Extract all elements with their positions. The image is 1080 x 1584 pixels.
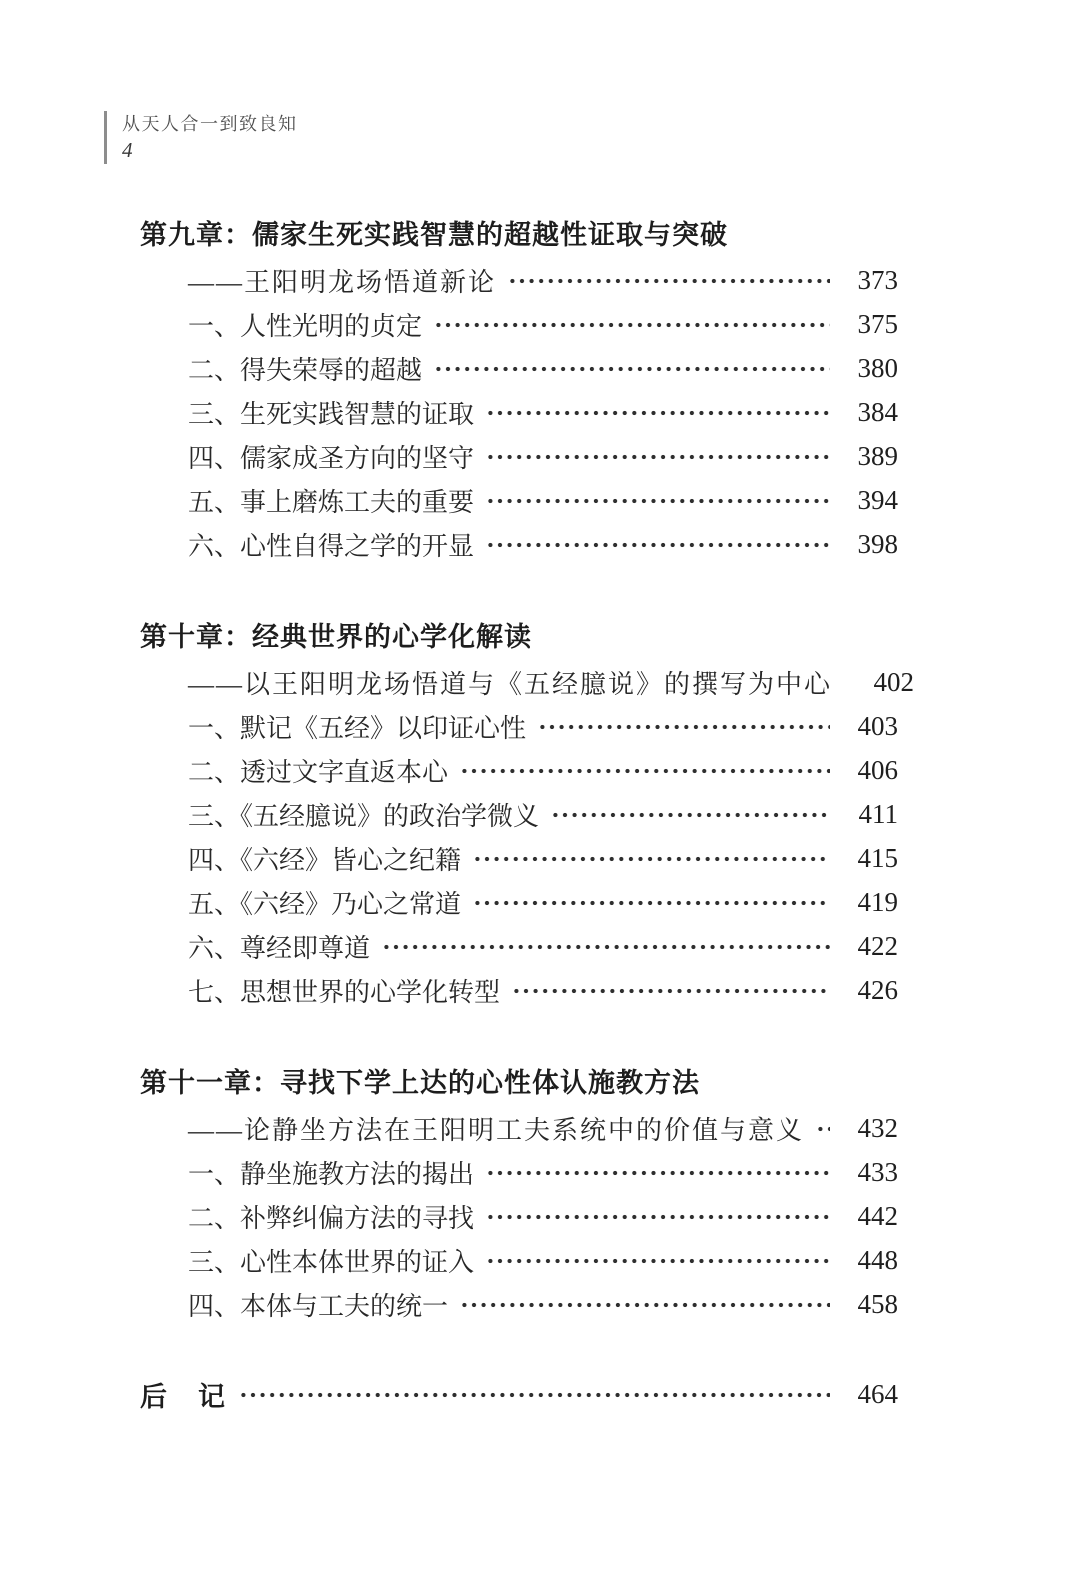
- toc-entry: [140, 478, 898, 522]
- toc-entry: [140, 792, 898, 836]
- toc-entry-label: 一、默记《五经》以印证心性: [188, 713, 527, 743]
- toc-section: [140, 612, 915, 1012]
- dot-leader: [241, 1392, 830, 1398]
- toc-entry: [140, 346, 898, 390]
- toc-entry-page: 448: [857, 1244, 898, 1275]
- dot-leader: [462, 1302, 830, 1308]
- dot-leader: [488, 498, 830, 504]
- toc-entry-page: 464: [857, 1378, 898, 1409]
- dot-leader: [488, 1170, 830, 1176]
- toc-entry-page: 433: [857, 1156, 898, 1187]
- toc-entry-page: 394: [857, 484, 898, 515]
- toc-entry: [140, 836, 898, 880]
- dot-leader: [488, 410, 830, 416]
- toc-entry-label: ——论静坐方法在王阳明工夫系统中的价值与意义: [188, 1115, 805, 1145]
- toc-entry-page: 398: [857, 528, 898, 559]
- toc-entry: [140, 880, 898, 924]
- toc-entry: [140, 434, 898, 478]
- toc-entry-label: 二、透过文字直返本心: [188, 757, 449, 787]
- dot-leader: [818, 1126, 830, 1132]
- toc-entry-label: 四、儒家成圣方向的坚守: [188, 443, 475, 473]
- toc-entry-label: ——王阳明龙场悟道新论: [188, 267, 497, 297]
- toc-entry: [140, 924, 898, 968]
- dot-leader: [462, 768, 830, 774]
- dot-leader: [510, 278, 830, 284]
- toc-entry-page: 375: [857, 308, 898, 339]
- toc-entry-page: 402: [873, 666, 915, 697]
- toc-entry-label: 五、事上磨炼工夫的重要: [188, 487, 475, 517]
- dot-leader: [488, 1214, 830, 1220]
- toc-entry-page: 384: [857, 396, 898, 427]
- toc-entry-label: 五、《六经》乃心之常道: [188, 889, 462, 919]
- toc-entry: [140, 390, 898, 434]
- toc-entry: [140, 302, 898, 346]
- toc-entry-label: 二、得失荣辱的超越: [188, 355, 423, 385]
- toc-entry: [140, 258, 898, 302]
- toc-entry-page: 422: [857, 930, 898, 961]
- chapter-title: 第十章：经典世界的心学化解读: [140, 621, 532, 652]
- toc-entry-label: 六、心性自得之学的开显: [188, 531, 475, 561]
- toc-entry-label: 后 记: [140, 1381, 227, 1412]
- toc-entry-label: 一、人性光明的贞定: [188, 311, 423, 341]
- toc-entry-label: 三、生死实践智慧的证取: [188, 399, 475, 429]
- toc-entry: [140, 522, 898, 566]
- toc-entry: [140, 1372, 898, 1416]
- toc-entry-label: 一、静坐施教方法的揭出: [188, 1159, 475, 1189]
- toc-section: [140, 1058, 898, 1326]
- chapter-title: 第十一章：寻找下学上达的心性体认施教方法: [140, 1067, 700, 1098]
- toc-entry: [140, 1106, 898, 1150]
- toc-entry-page: 389: [857, 440, 898, 471]
- toc-entry: [140, 1282, 898, 1326]
- toc-entry-label: 四、本体与工夫的统一: [188, 1291, 449, 1321]
- toc-entry-label: 二、补弊纠偏方法的寻找: [188, 1203, 475, 1233]
- toc-entry-page: 411: [858, 798, 898, 829]
- dot-leader: [475, 856, 830, 862]
- dot-leader: [553, 812, 830, 818]
- toc-entry-page: 373: [857, 264, 898, 295]
- toc-entry-label: 三、心性本体世界的证入: [188, 1247, 475, 1277]
- book-title: 从天人合一到致良知: [122, 114, 298, 134]
- toc-entry-page: 403: [857, 710, 898, 741]
- toc-entry: [140, 704, 898, 748]
- toc-entry: [140, 968, 898, 1012]
- toc-entry-label: ——以王阳明龙场悟道与《五经臆说》的撰写为中心: [188, 669, 833, 699]
- toc-entry: [140, 1238, 898, 1282]
- dot-leader: [540, 724, 830, 730]
- running-header: [104, 111, 298, 164]
- toc-entry: [140, 660, 915, 704]
- table-of-contents: [140, 210, 915, 1416]
- toc-entry-label: 六、尊经即尊道: [188, 933, 371, 963]
- toc-entry-page: 419: [857, 886, 898, 917]
- toc-entry-page: 442: [857, 1200, 898, 1231]
- dot-leader: [488, 454, 830, 460]
- dot-leader: [436, 366, 830, 372]
- toc-entry-label: 三、《五经臆说》的政治学微义: [188, 801, 540, 831]
- toc-entry-label: 四、《六经》皆心之纪籍: [188, 845, 462, 875]
- toc-entry-page: 432: [857, 1112, 898, 1143]
- dot-leader: [488, 542, 830, 548]
- toc-entry-page: 380: [857, 352, 898, 383]
- chapter-title: 第九章：儒家生死实践智慧的超越性证取与突破: [140, 219, 728, 250]
- toc-entry-page: 415: [857, 842, 898, 873]
- dot-leader: [436, 322, 830, 328]
- folio-page-number: 4: [122, 138, 133, 162]
- dot-leader: [384, 944, 830, 950]
- toc-entry: [140, 1150, 898, 1194]
- dot-leader: [514, 988, 830, 994]
- toc-entry: [140, 748, 898, 792]
- dot-leader: [488, 1258, 830, 1264]
- toc-entry-page: 406: [857, 754, 898, 785]
- toc-section: [140, 210, 898, 566]
- dot-leader: [475, 900, 830, 906]
- toc-entry: [140, 1194, 898, 1238]
- toc-entry-label: 七、思想世界的心学化转型: [188, 977, 501, 1007]
- toc-entry-page: 458: [857, 1288, 898, 1319]
- toc-entry-page: 426: [857, 974, 898, 1005]
